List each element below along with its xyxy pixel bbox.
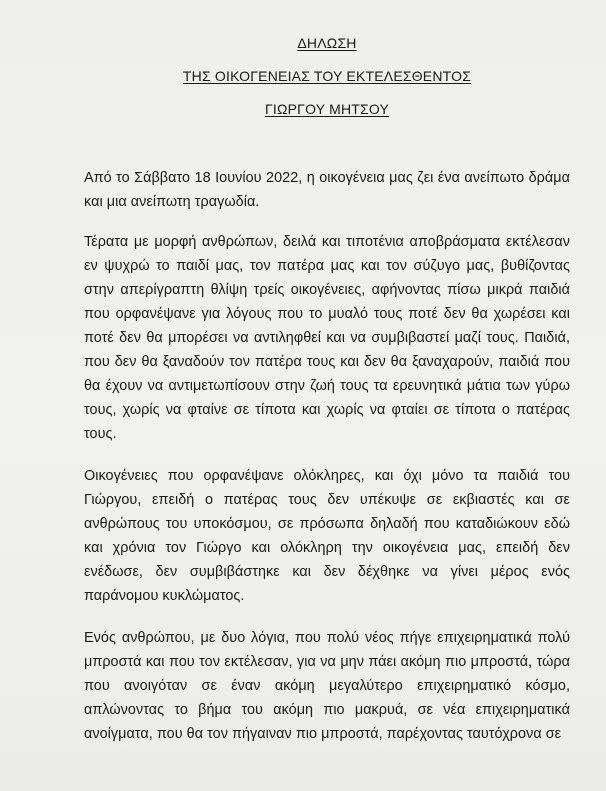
paragraph-4: Ενός ανθρώπου, με δυο λόγια, που πολύ νέος πήγε επιχειρηματικά πολύ μπροστά και που τον εκτέλεσαν, για να μην πάει ακόμη πιο μπροστά, τώρα που ανοιγόταν σε έναν ακόμη μεγαλύτερο επιχειρηματικό κόσμο, απλώνοντας το βήμα του ακόμη πιο μακρυά, σε νέα επιχειρηματικά ανοίγματα, που θα τον πήγαιναν πιο μπροστά, παρέχοντας ταυτόχρονα σε	[84, 630, 570, 742]
document-body	[84, 166, 570, 746]
paragraph-1: Από το Σάββατο 18 Ιουνίου 2022, η οικογένεια μας ζει ένα ανείπωτο δράμα και μια ανείπωτη τραγωδία.	[84, 170, 570, 210]
paragraph-3: Οικογένειες που ορφανέψανε ολόκληρες, και όχι μόνο τα παιδιά του Γιώργου, επειδή ο πατέρας τους δεν υπέκυψε σε εκβιαστές και σε ανθρώπους του υποκόσμου, σε πρόσωπα δηλαδή που καταδιώκουν εδώ και χρόνια τον Γιώργο και ολόκληρη την οικογένεια μας, επειδή δεν ενέδωσε, δεν συμβιβάστηκε και δεν δέχθηκε να γίνει μέρος ενός παράνομου κυκλώματος.	[84, 468, 570, 604]
paragraph-2: Τέρατα με μορφή ανθρώπων, δειλά και τιποτένια αποβράσματα εκτέλεσαν εν ψυχρώ το παιδί μας, τον πατέρα μας και τον σύζυγο μας, βυθίζοντας στην απερίγραπτη θλίψη τρείς οικογένειες, αφήνοντας πίσω μικρά παιδιά που ορφανέψανε για λόγους που το μυαλό τους ποτέ δεν θα χωρέσει και ποτέ δεν θα μπορέσει να αντιληφθεί και να συμβιβαστεί μαζί τους. Παιδιά, που δεν θα ξαναδούν τον πατέρα τους και δεν θα ξαναχαρούν, παιδιά που θα έχουν να αντιμετωπίσουν στην ζωή τους τα ερευνητικά μάτια των γύρω τους, χωρίς να φταίνε σε τίποτα και χωρίς να φταίει σε τίποτα ο πατέρας τους.	[84, 234, 570, 442]
document-title: ΔΗΛΩΣΗ	[297, 35, 357, 51]
document-subtitle-line1: ΤΗΣ ΟΙΚΟΓΕΝΕΙΑΣ ΤΟΥ ΕΚΤΕΛΕΣΘΕΝΤΟΣ	[182, 68, 472, 84]
document-subtitle-line2: ΓΙΩΡΓΟΥ ΜΗΤΣΟΥ	[264, 101, 390, 117]
